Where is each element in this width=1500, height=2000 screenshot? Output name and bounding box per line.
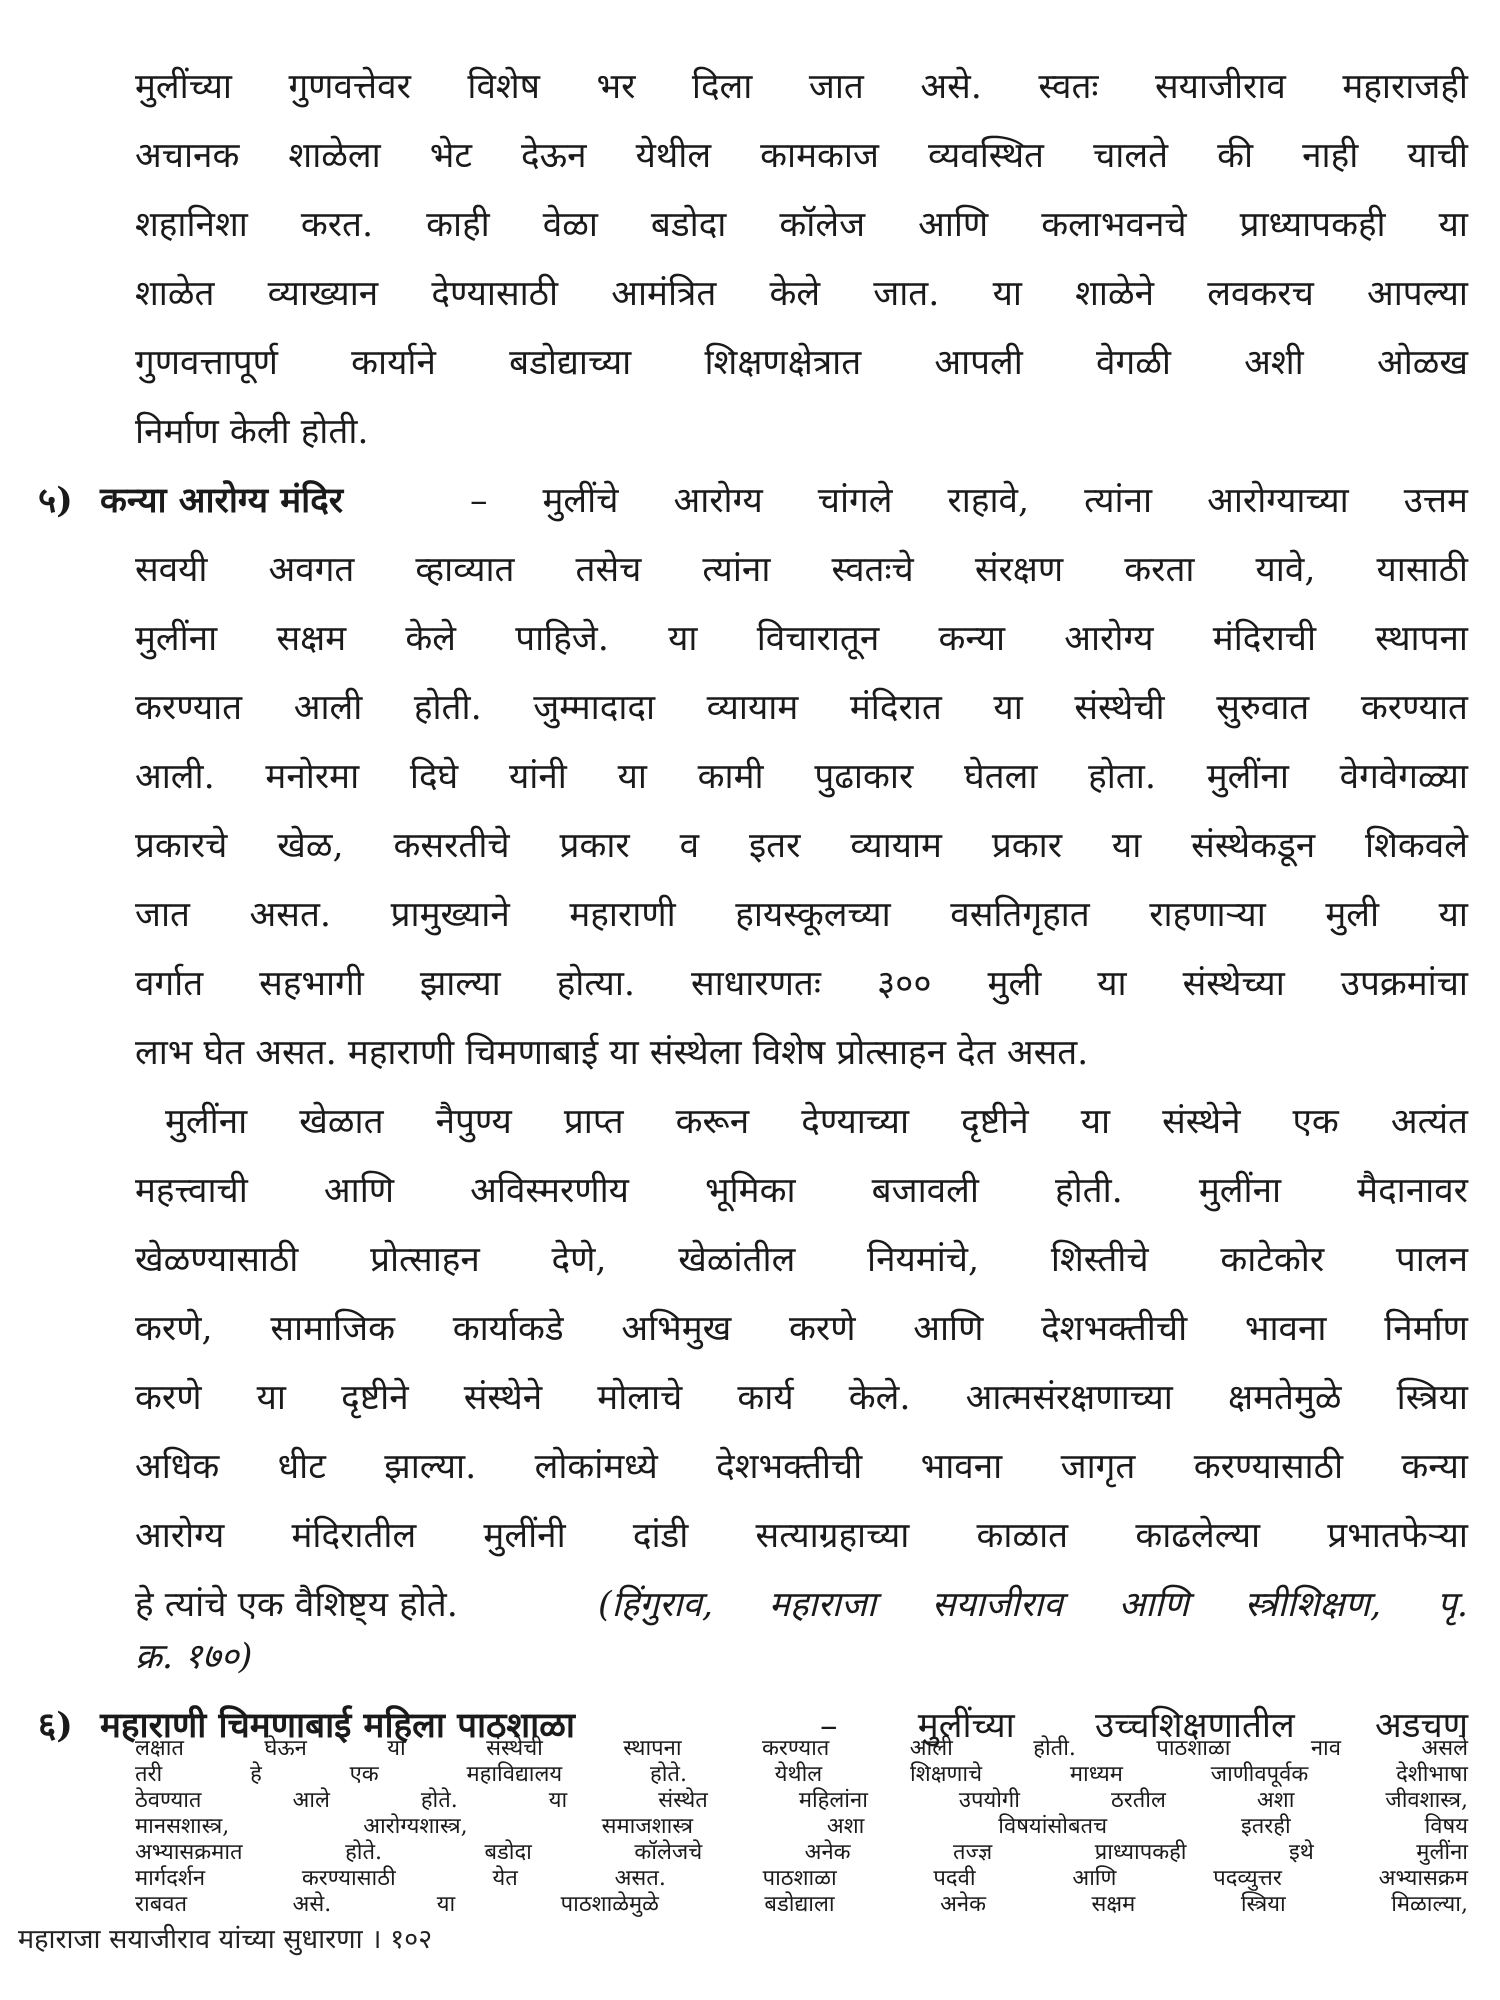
section6-number: ६) bbox=[38, 1705, 73, 1746]
section5-line-4: आली. मनोरमा दिघे यांनी या कामी पुढाकार घेतला होता. मुलींना वेगवेगळ्या bbox=[135, 757, 1468, 797]
section5-para2-line-1: मुलींना खेळात नैपुण्य प्राप्त करून देण्याच्या दृष्टीने या संस्थेने एक अत्यंत bbox=[165, 1102, 1468, 1142]
section6-line-5: अभ्यासक्रमात होते. बडोदा कॉलेजचे अनेक तज्ज्ञ प्राध्यापकही इथे मुलींना bbox=[135, 1840, 1468, 1865]
section5-para2-line-7: आरोग्य मंदिरातील मुलींनी दांडी सत्याग्रहाच्या काळात काढलेल्या प्रभातफेऱ्या bbox=[135, 1516, 1468, 1556]
intro-line-6: निर्माण केली होती. bbox=[135, 412, 369, 452]
section6-line-1: लक्षात घेऊन या संस्थेची स्थापना करण्यात आली होती. पाठशाळा नाव असले bbox=[135, 1736, 1468, 1761]
section6-first-line-rest: – मुलींच्या उच्चशिक्षणातील अडचण bbox=[820, 1706, 1468, 1746]
section6-line-6: मार्गदर्शन करण्यासाठी येत असत. पाठशाळा पदवी आणि पदव्युत्तर अभ्यासक्रम bbox=[135, 1866, 1468, 1891]
section5-heading: कन्या आरोग्य मंदिर bbox=[100, 480, 344, 521]
section6-line-4: मानसशास्त्र, आरोग्यशास्त्र, समाजशास्त्र अशा विषयांसोबतच इतरही विषय bbox=[135, 1814, 1468, 1839]
intro-line-1: मुलींच्या गुणवत्तेवर विशेष भर दिला जात असे. स्वतः सयाजीराव महाराजही bbox=[135, 67, 1468, 107]
section5-line-8: लाभ घेत असत. महाराणी चिमणाबाई या संस्थेला विशेष प्रोत्साहन देत असत. bbox=[135, 1033, 1089, 1073]
page-footer: महाराजा सयाजीराव यांच्या सुधारणा । १०२ bbox=[18, 1924, 433, 1955]
section5-first-line-rest: – मुलींचे आरोग्य चांगले राहावे, त्यांना आरोग्याच्या उत्तम bbox=[470, 481, 1468, 521]
intro-line-4: शाळेत व्याख्यान देण्यासाठी आमंत्रित केले जात. या शाळेने लवकरच आपल्या bbox=[135, 274, 1468, 314]
intro-line-3: शहानिशा करत. काही वेळा बडोदा कॉलेज आणि कलाभवनचे प्राध्यापकही या bbox=[135, 205, 1468, 245]
section6-line-3: ठेवण्यात आले होते. या संस्थेत महिलांना उपयोगी ठरतील अशा जीवशास्त्र, bbox=[135, 1788, 1468, 1813]
intro-line-5: गुणवत्तापूर्ण कार्याने बडोद्याच्या शिक्षणक्षेत्रात आपली वेगळी अशी ओळख bbox=[135, 343, 1468, 383]
section5-para2-line-3: खेळण्यासाठी प्रोत्साहन देणे, खेळांतील नियमांचे, शिस्तीचे काटेकोर पालन bbox=[135, 1240, 1468, 1280]
section6-line-2: तरी हे एक महाविद्यालय होते. येथील शिक्षणाचे माध्यम जाणीवपूर्वक देशीभाषा bbox=[135, 1762, 1468, 1787]
section5-para2-line-5: करणे या दृष्टीने संस्थेने मोलाचे कार्य केले. आत्मसंरक्षणाच्या क्षमतेमुळे स्त्रिया bbox=[135, 1378, 1468, 1418]
section5-citation-1: (हिंगुराव, महाराजा सयाजीराव आणि स्त्रीशिक्षण, पृ. bbox=[598, 1585, 1468, 1625]
section5-para2-line-4: करणे, सामाजिक कार्याकडे अभिमुख करणे आणि देशभक्तीची भावना निर्माण bbox=[135, 1309, 1468, 1349]
section5-number: ५) bbox=[38, 480, 73, 521]
section5-line-2: मुलींना सक्षम केले पाहिजे. या विचारातून कन्या आरोग्य मंदिराची स्थापना bbox=[135, 619, 1468, 659]
section5-last-line: हे त्यांचे एक वैशिष्ट्य होते. bbox=[135, 1585, 458, 1625]
section5-line-5: प्रकारचे खेळ, कसरतीचे प्रकार व इतर व्यायाम प्रकार या संस्थेकडून शिकवले bbox=[135, 826, 1468, 866]
section5-citation-2: क्र. १७०) bbox=[135, 1637, 253, 1677]
section5-line-3: करण्यात आली होती. जुम्मादादा व्यायाम मंदिरात या संस्थेची सुरुवात करण्यात bbox=[135, 688, 1468, 728]
section5-para2-line-2: महत्त्वाची आणि अविस्मरणीय भूमिका बजावली होती. मुलींना मैदानावर bbox=[135, 1171, 1468, 1211]
section5-para2-line-6: अधिक धीट झाल्या. लोकांमध्ये देशभक्तीची भावना जागृत करण्यासाठी कन्या bbox=[135, 1447, 1468, 1487]
section6-heading: महाराणी चिमणाबाई महिला पाठशाळा bbox=[100, 1705, 575, 1746]
section5-line-7: वर्गात सहभागी झाल्या होत्या. साधारणतः ३०० मुली या संस्थेच्या उपक्रमांचा bbox=[135, 964, 1468, 1004]
intro-line-2: अचानक शाळेला भेट देऊन येथील कामकाज व्यवस्थित चालते की नाही याची bbox=[135, 136, 1468, 176]
section5-line-1: सवयी अवगत व्हाव्यात तसेच त्यांना स्वतःचे संरक्षण करता यावे, यासाठी bbox=[135, 550, 1468, 590]
section5-line-6: जात असत. प्रामुख्याने महाराणी हायस्कूलच्या वसतिगृहात राहणाऱ्या मुली या bbox=[135, 895, 1468, 935]
section6-line-7: राबवत असे. या पाठशाळेमुळे बडोद्याला अनेक सक्षम स्त्रिया मिळाल्या, bbox=[135, 1892, 1468, 1917]
